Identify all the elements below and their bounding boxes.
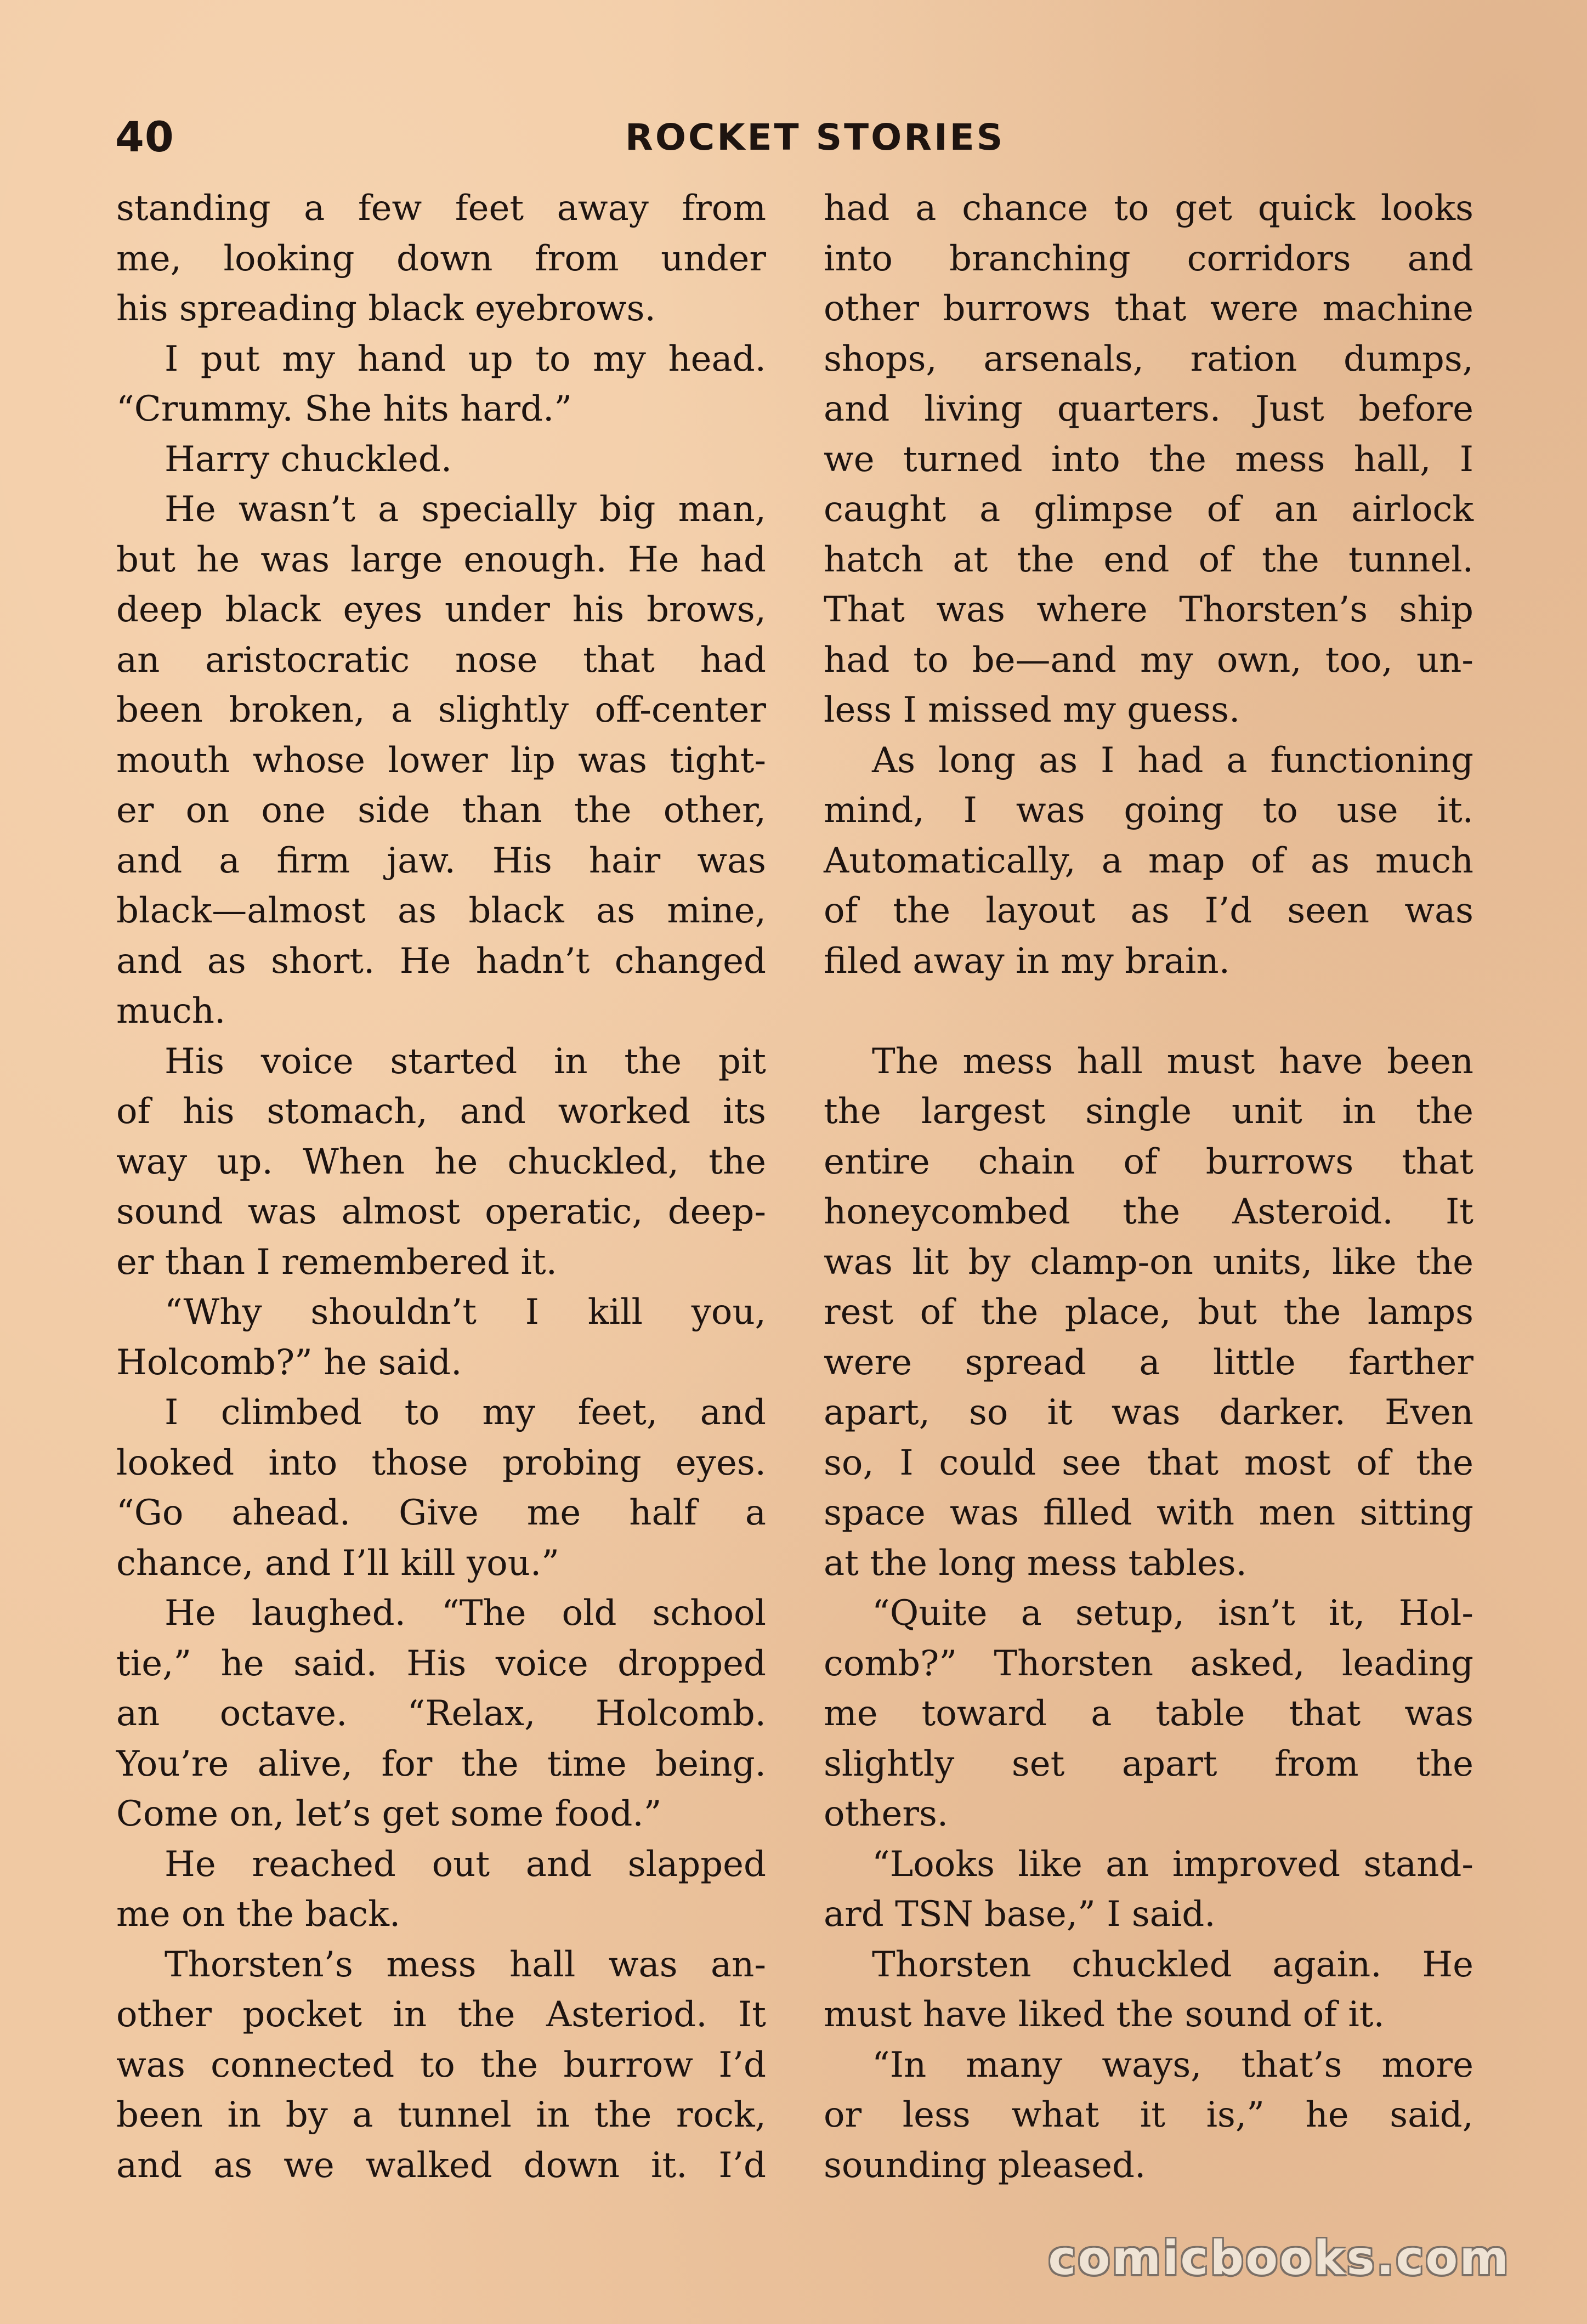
text-line: but he was large enough. He had [116, 539, 766, 580]
text-line: we turned into the mess hall, I [824, 439, 1473, 480]
text-line: me on the back. [116, 1894, 401, 1935]
text-line: me toward a table that was [824, 1693, 1473, 1734]
text-line: been broken, a slightly off-center [116, 690, 766, 730]
text-line: and as we walked down it. I’d [116, 2145, 766, 2186]
text-line: or less what it is,” he said, [824, 2095, 1473, 2135]
text-line: “Why shouldn’t I kill you, [165, 1292, 766, 1333]
text-line: slightly set apart from the [824, 1743, 1473, 1784]
text-line: apart, so it was darker. Even [824, 1392, 1473, 1433]
text-line: of his stomach, and worked its [116, 1091, 766, 1132]
text-line: been in by a tunnel in the rock, [116, 2095, 766, 2135]
text-line: entire chain of burrows that [824, 1141, 1473, 1182]
text-line: hatch at the end of the tunnel. [824, 539, 1473, 580]
text-line: chance, and I’ll kill you.” [116, 1543, 559, 1584]
running-title: ROCKET STORIES [625, 116, 1005, 158]
text-line: was connected to the burrow I’d [116, 2044, 766, 2085]
text-line: and living quarters. Just before [824, 389, 1473, 429]
text-line: That was where Thorsten’s ship [824, 589, 1473, 630]
text-line: must have liked the sound of it. [824, 1994, 1385, 2035]
text-line: honeycombed the Asteroid. It [824, 1192, 1473, 1232]
left-text-column [116, 184, 766, 2191]
text-line: Holcomb?” he said. [116, 1342, 462, 1383]
text-line: had to be—and my own, too, un- [824, 639, 1473, 681]
text-line: Come on, let’s get some food.” [116, 1794, 662, 1834]
text-line: Thorsten chuckled again. He [872, 1944, 1473, 1985]
text-line: so, I could see that most of the [824, 1442, 1473, 1483]
text-line: He laughed. “The old school [165, 1593, 766, 1634]
text-line: “Crummy. She hits hard.” [116, 389, 573, 429]
text-line: As long as I had a functioning [872, 740, 1473, 781]
text-line: sound was almost operatic, deep- [116, 1192, 766, 1232]
text-line: other burrows that were machine [824, 288, 1473, 329]
text-line: the largest single unit in the [824, 1091, 1473, 1132]
text-line: space was filled with men sitting [824, 1493, 1473, 1533]
text-line: filed away in my brain. [824, 940, 1230, 982]
text-line: of the layout as I’d seen was [824, 891, 1473, 931]
text-line: looked into those probing eyes. [116, 1442, 766, 1483]
text-line: an aristocratic nose that had [116, 639, 766, 681]
watermark: comicbooks.com [1048, 2231, 1510, 2286]
text-line: sounding pleased. [824, 2145, 1146, 2186]
page-number: 40 [115, 112, 174, 161]
text-line: Harry chuckled. [165, 439, 452, 480]
text-line: “Quite a setup, isn’t it, Hol- [872, 1593, 1473, 1634]
text-line: and as short. He hadn’t changed [116, 940, 766, 982]
text-line: “Looks like an improved stand- [872, 1844, 1473, 1885]
text-line: into branching corridors and [824, 238, 1473, 279]
text-line: Automatically, a map of as much [824, 840, 1473, 881]
text-line: an octave. “Relax, Holcomb. [116, 1693, 766, 1734]
text-line: I put my hand up to my head. [165, 338, 766, 379]
text-line: “Go ahead. Give me half a [116, 1493, 766, 1533]
text-line: me, looking down from under [116, 238, 766, 279]
text-line: way up. When he chuckled, the [116, 1141, 766, 1182]
text-line: tie,” he said. His voice dropped [116, 1643, 766, 1684]
text-line: less I missed my guess. [824, 690, 1240, 730]
text-line: others. [824, 1794, 949, 1834]
text-line: black—almost as black as mine, [116, 891, 766, 931]
text-line: had a chance to get quick looks [824, 188, 1473, 229]
text-line: his spreading black eyebrows. [116, 288, 656, 329]
text-line: mouth whose lower lip was tight- [116, 740, 766, 781]
text-line: caught a glimpse of an airlock [824, 489, 1473, 530]
text-line: The mess hall must have been [872, 1041, 1473, 1082]
text-line: “In many ways, that’s more [872, 2044, 1473, 2085]
text-line: mind, I was going to use it. [824, 790, 1473, 831]
text-line: I climbed to my feet, and [165, 1392, 766, 1433]
text-line: rest of the place, but the lamps [824, 1292, 1473, 1333]
text-line: You’re alive, for the time being. [116, 1743, 766, 1784]
text-line: He wasn’t a specially big man, [165, 489, 766, 530]
text-line: comb?” Thorsten asked, leading [824, 1643, 1473, 1684]
text-line: er on one side than the other, [116, 790, 766, 831]
text-line: standing a few feet away from [116, 188, 766, 229]
text-line: deep black eyes under his brows, [116, 589, 766, 630]
text-line: and a firm jaw. His hair was [116, 840, 766, 881]
text-line: Thorsten’s mess hall was an- [165, 1944, 766, 1985]
text-line: at the long mess tables. [824, 1543, 1247, 1584]
text-line: were spread a little farther [824, 1342, 1473, 1383]
text-line: His voice started in the pit [165, 1041, 766, 1082]
text-line: He reached out and slapped [165, 1844, 766, 1885]
text-line: was lit by clamp-on units, like the [824, 1242, 1473, 1283]
text-line: other pocket in the Asteriod. It [116, 1994, 766, 2035]
text-line: much. [116, 991, 226, 1031]
text-line: shops, arsenals, ration dumps, [824, 338, 1473, 379]
text-line: er than I remembered it. [116, 1242, 557, 1283]
text-line: ard TSN base,” I said. [824, 1894, 1216, 1935]
text-line [824, 987, 1473, 1037]
right-text-column [824, 184, 1473, 2191]
